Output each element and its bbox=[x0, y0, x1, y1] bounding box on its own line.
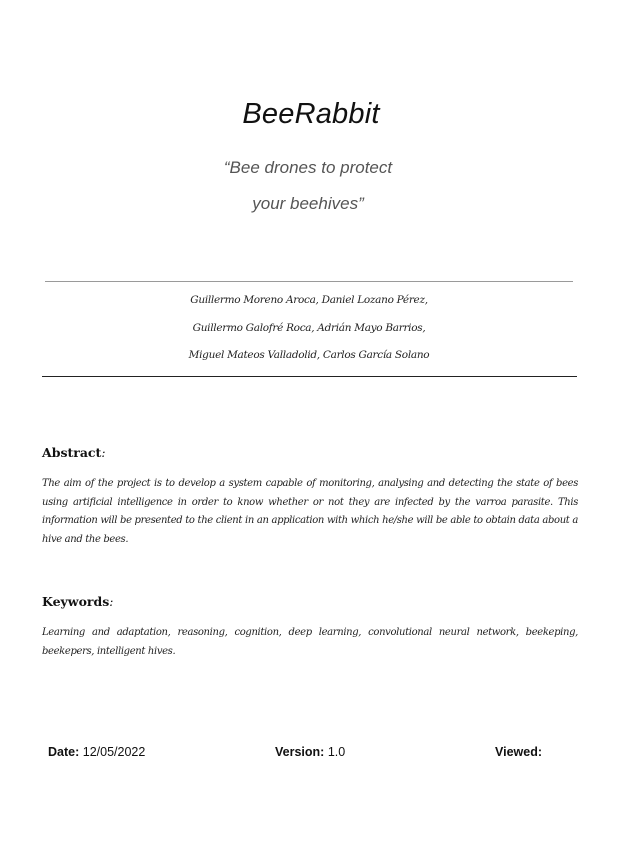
date-label: Date: bbox=[48, 745, 80, 759]
abstract-heading bbox=[42, 445, 106, 460]
author-line-2: Guillermo Galofré Roca, Adrián Mayo Barrios, bbox=[192, 322, 426, 334]
version-value: 1.0 bbox=[327, 745, 346, 759]
keywords-heading bbox=[42, 594, 114, 609]
keywords-label: Keywords bbox=[42, 594, 110, 609]
document-title: BeeRabbit bbox=[242, 98, 380, 130]
footer-version bbox=[275, 745, 345, 759]
authors-top-divider bbox=[45, 281, 573, 282]
keywords-colon: : bbox=[109, 594, 114, 609]
abstract-colon: : bbox=[101, 445, 106, 460]
version-label: Version: bbox=[275, 745, 325, 759]
footer-date bbox=[48, 745, 145, 759]
viewed-label: Viewed: bbox=[495, 745, 543, 759]
keywords-text: Learning and adaptation, reasoning, cognition, deep learning, convolutional neural network, beekeping, beekepers, intelligent hives. bbox=[42, 627, 578, 657]
abstract-label: Abstract bbox=[42, 445, 102, 460]
date-value: 12/05/2022 bbox=[82, 745, 146, 759]
authors-bottom-divider bbox=[42, 376, 577, 377]
subtitle-line-2: your beehives” bbox=[252, 194, 364, 213]
author-line-1: Guillermo Moreno Aroca, Daniel Lozano Pérez, bbox=[190, 294, 428, 306]
abstract-text: The aim of the project is to develop a system capable of monitoring, analysing and detecting the state of bees using artificial intelligence in order to know whether or not they are infected by the varroa parasite. This information will be presented to the client in an application with which he/she will be able to obtain data about a hive and the bees. bbox=[42, 478, 578, 545]
footer-viewed bbox=[495, 745, 542, 759]
author-line-3: Miguel Mateos Valladolid, Carlos García Solano bbox=[188, 349, 430, 361]
subtitle-line-1: “Bee drones to protect bbox=[223, 158, 393, 177]
